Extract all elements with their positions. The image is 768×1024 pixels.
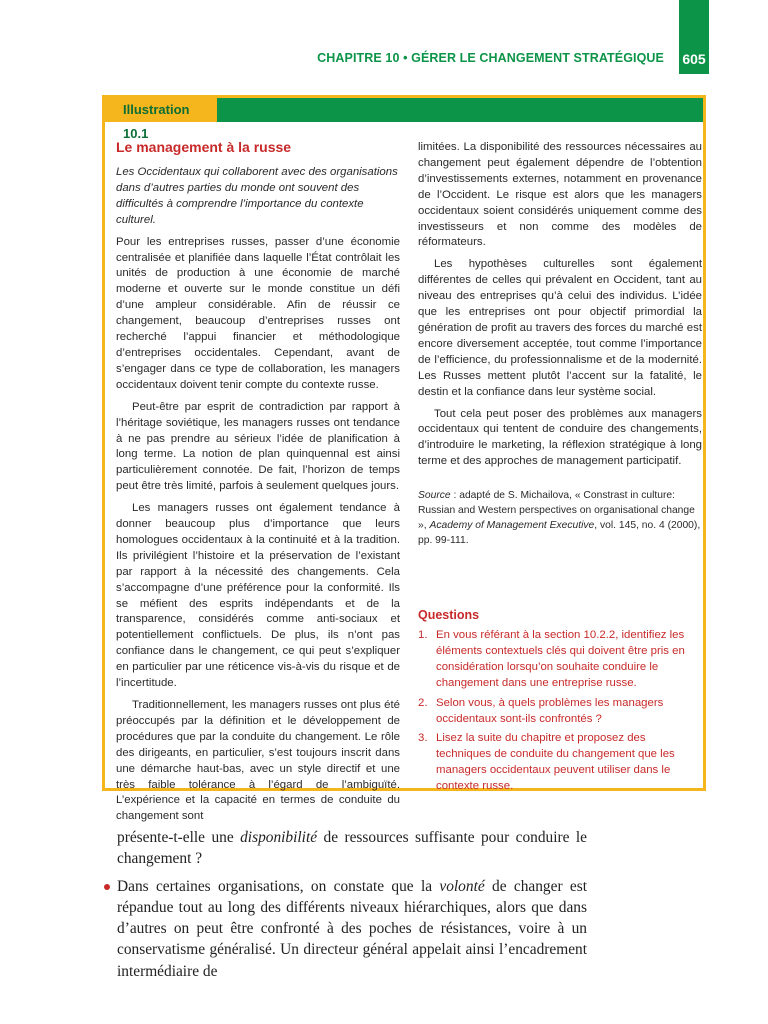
- page-number: 605: [682, 51, 706, 67]
- questions-title: Questions: [418, 608, 480, 623]
- body-p1-emphasis: disponibilité: [240, 829, 318, 846]
- illustration-left-column: [116, 138, 400, 831]
- body-p2-before: Dans certaines organisations, on constate que la: [117, 877, 440, 895]
- question-item: [418, 628, 702, 692]
- question-number: 2.: [418, 696, 428, 709]
- body-paragraph-2: [117, 876, 587, 982]
- main-body-text: [117, 827, 587, 988]
- question-text: Lisez la suite du chapitre et proposez des techniques de conduite du changement que les managers occidentaux peuvent utiliser dans le contexte russe.: [436, 732, 675, 793]
- illustration-right-column: [418, 140, 702, 799]
- right-paragraph-1: limitées. La disponibilité des ressources nécessaires au changement peut également dépendre de l’obtention d’investissements externes, notamment en provenance de l’Occident. Le risque est alors que les managers occidentaux soient considérés uniquement comme des investisseurs et non comme des modèles de réformateurs.: [418, 141, 702, 249]
- illustration-lead: Les Occidentaux qui collaborent avec des organisations dans d’autres parties du monde ont souvent des difficultés à comprendre l’importance du contexte culturel.: [116, 166, 398, 226]
- question-number: 3.: [418, 732, 428, 745]
- illustration-label: Illustration 10.1: [105, 98, 217, 122]
- source-text-before: : adapté de S. Michailova, « Constrast in culture: Russian and Western perspectives on organisational change »,: [418, 490, 695, 532]
- question-item: [418, 731, 702, 795]
- body-p2-after: de changer est répandue tout au long des différents niveaux hiérarchiques, alors que dans d’autres on peut être confronté à des poches de résistances, voire à un conservatisme généralisé. Un directeur général appelait ainsi l’encadrement intermédiaire de: [117, 877, 587, 980]
- illustration-title: Le management à la russe: [116, 139, 292, 155]
- body-p1-after: de ressources suffisante pour conduire le changement ?: [117, 829, 588, 868]
- source-text-after: , vol. 145, no. 4 (2000), pp. 99-111.: [418, 520, 701, 547]
- running-head: CHAPITRE 10 • GÉRER LE CHANGEMENT STRATÉGIQUE: [317, 51, 664, 65]
- body-p2-emphasis: volonté: [439, 877, 485, 895]
- questions-list: [418, 628, 702, 795]
- source-prefix: Source: [418, 490, 451, 502]
- right-paragraph-2: Les hypothèses culturelles sont également différentes de celles qui prévalent en Occident, tant au niveau des entreprises qu’à celui des individus. L’idée que les entreprises ont pour objectif primordial la génération de profit au travers des forces du marché est encore diversement acceptée, tout comme l’importance de l’efficience, du professionnalisme et de la modernité. Les Russes mettent plutôt l’accent sur la fatalité, le destin et la confiance dans leur système social.: [418, 258, 702, 398]
- illustration-header-bar: [105, 98, 703, 141]
- source-journal: Academy of Management Executive: [429, 520, 595, 532]
- question-item: [418, 696, 702, 728]
- right-paragraph-3: Tout cela peut poser des problèmes aux managers occidentaux qui tentent de conduire des changements, d’introduire le marketing, la réflexion stratégique à long terme et des approches de management participatif.: [418, 407, 702, 468]
- left-paragraph-2: Peut-être par esprit de contradiction par rapport à l’héritage soviétique, les managers russes ont tendance à ne pas prendre au sérieux l’idée de planification à long terme. La notion de plan quinquennal est ainsi particulièrement connotée. De fait, l’horizon de temps peut être très limité, parfois à seulement quelques jours.: [116, 400, 400, 493]
- left-paragraph-3: Les managers russes ont également tendance à donner beaucoup plus d’importance que leurs homologues occidentaux à la continuité et à la tradition. Ils privilégient l’histoire et la préservation de l’existant par rapport à la nécessité des changements. Cela s’accompagne d’une préférence pour la conformité. Ils se méfient des esprits indépendants et de la transparence, considérés comme anti-sociaux et potentiellement conflictuels. De plus, ils n’ont pas confiance dans le changement, ce qui peut s’expliquer en particulier par une réticence vis-à-vis du risque et de l’incertitude.: [116, 502, 400, 690]
- left-paragraph-1: Pour les entreprises russes, passer d’une économie centralisée et planifiée dans laquelle l’État contrôlait les unités de production à une économie de marché moderne et ouverte sur le monde constitue un défi d’une ampleur considérable. Afin de réussir ce changement, beaucoup d’entreprises russes ont recherché l’appui financier et méthodologique d’entreprises occidentales. Cependant, avant de s’engager dans ce type de collaboration, les managers occidentaux doivent tenir compte du contexte russe.: [116, 235, 400, 391]
- bullet-icon: [104, 884, 110, 890]
- question-text: Selon vous, à quels problèmes les managers occidentaux sont-ils confrontés ?: [436, 696, 664, 725]
- illustration-box: [102, 95, 706, 823]
- question-text: En vous référant à la section 10.2.2, identifiez les éléments contextuels clés qui doivent être pris en considération lorsqu’on souhaite conduire le changement dans une entreprise russe.: [436, 629, 685, 689]
- left-paragraph-4: Traditionnellement, les managers russes ont plus été préoccupés par la définition et le développement de procédures que par la conduite du changement. Le rôle des dirigeants, en particulier, s’est toujours inscrit dans une démarche haut-bas, avec un style directif et une très faible tolérance à l’égard de l’ambiguïté. L’expérience et la capacité en termes de conduite du changement sont: [116, 699, 400, 823]
- question-number: 1.: [418, 629, 428, 642]
- body-paragraph-1: [117, 827, 587, 870]
- source-citation: [418, 488, 702, 548]
- body-p1-before: présente-t-elle une: [117, 829, 241, 846]
